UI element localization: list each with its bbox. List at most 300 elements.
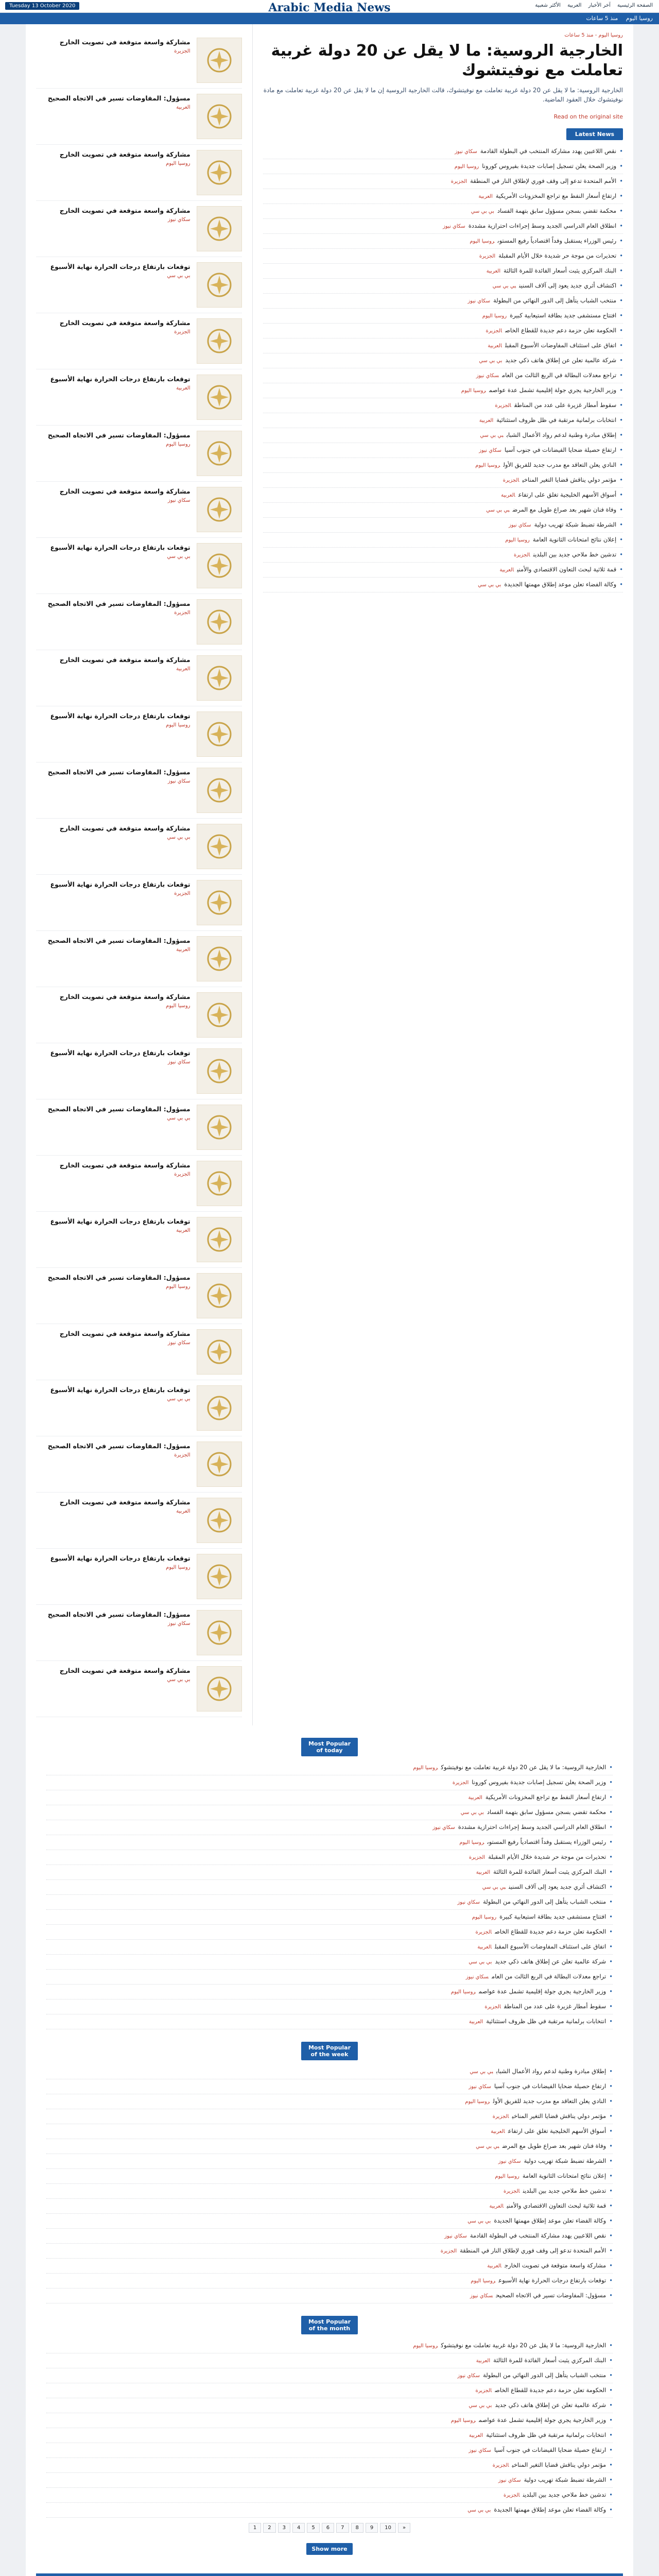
news-item-source[interactable]: الجزيرة <box>475 1929 492 1935</box>
news-item-source[interactable]: الجزيرة <box>475 2388 492 2394</box>
news-card-title[interactable]: مسؤول: المفاوضات تسير في الاتجاه الصحيح <box>47 94 190 102</box>
news-item[interactable] <box>46 2199 613 2214</box>
news-item[interactable] <box>263 443 623 458</box>
news-card[interactable] <box>36 594 242 650</box>
news-thumbnail[interactable] <box>197 1385 242 1431</box>
news-item-source[interactable]: روسيا اليوم <box>470 239 495 244</box>
news-card[interactable] <box>36 1380 242 1436</box>
news-card[interactable] <box>36 89 242 145</box>
news-card[interactable] <box>36 762 242 819</box>
news-card[interactable] <box>36 1156 242 1212</box>
news-card-title[interactable]: مشاركة واسعة متوقعة في تصويت الخارج <box>59 656 190 664</box>
news-item[interactable] <box>46 1970 613 1985</box>
news-card[interactable] <box>36 426 242 482</box>
nav-popular[interactable]: الأكثر شعبية <box>535 3 561 8</box>
news-card[interactable] <box>36 1324 242 1380</box>
news-item[interactable] <box>263 518 623 533</box>
show-more-button[interactable]: Show more <box>306 2543 352 2555</box>
news-item[interactable] <box>46 2458 613 2473</box>
news-item[interactable] <box>263 473 623 488</box>
news-item-title[interactable]: أسواق الأسهم الخليجية تغلق على ارتفاع <box>508 2127 606 2134</box>
page-link[interactable]: 3 <box>278 2523 290 2533</box>
news-item[interactable] <box>46 2214 613 2229</box>
news-card[interactable] <box>36 1605 242 1661</box>
news-item-source[interactable]: العربية <box>476 2358 491 2364</box>
news-card-title[interactable]: مشاركة واسعة متوقعة في تصويت الخارج <box>59 150 190 158</box>
news-item-title[interactable]: الشرطة تضبط شبكة تهريب دولية <box>524 2476 606 2483</box>
news-item[interactable] <box>263 189 623 204</box>
news-item-title[interactable]: ارتفاع أسعار النفط مع تراجع المخزونات الأمريكية <box>485 1793 606 1801</box>
news-item-source[interactable]: الجزيرة <box>484 2004 501 2010</box>
news-card-source[interactable]: روسيا اليوم <box>166 442 190 447</box>
news-card-source[interactable]: الجزيرة <box>174 48 190 54</box>
news-thumbnail[interactable] <box>197 992 242 1038</box>
news-item-source[interactable]: سكاي نيوز <box>443 224 465 229</box>
news-item[interactable] <box>263 294 623 309</box>
news-item-source[interactable]: الجزيرة <box>479 253 496 259</box>
news-item[interactable] <box>46 2289 613 2303</box>
news-item-title[interactable]: الأمم المتحدة تدعو إلى وقف فوري لإطلاق النار في المنطقة <box>460 2247 606 2254</box>
news-item-title[interactable]: وفاة فنان شهير بعد صراع طويل مع المرض <box>502 2142 606 2149</box>
news-item-source[interactable]: بي بي سي <box>469 1959 492 1965</box>
news-item-source[interactable]: روسيا اليوم <box>461 388 486 394</box>
news-item-source[interactable]: سكاي نيوز <box>470 2293 493 2299</box>
news-item[interactable] <box>263 503 623 518</box>
news-item[interactable] <box>46 1760 613 1775</box>
news-item-title[interactable]: الخارجية الروسية: ما لا يقل عن 20 دولة غربية تعاملت مع نوفيتشوك <box>441 2342 606 2349</box>
news-item[interactable] <box>46 2244 613 2259</box>
news-card-title[interactable]: مسؤول: المفاوضات تسير في الاتجاه الصحيح <box>47 937 190 944</box>
news-card-source[interactable]: بي بي سي <box>167 554 190 560</box>
news-item-source[interactable]: سكاي نيوز <box>457 2373 480 2379</box>
news-item-title[interactable]: اكتشاف أثري جديد يعود إلى آلاف السنين <box>509 1883 606 1890</box>
news-card-title[interactable]: مشاركة واسعة متوقعة في تصويت الخارج <box>59 207 190 214</box>
news-item[interactable] <box>263 309 623 324</box>
page-link[interactable]: » <box>398 2523 410 2533</box>
news-thumbnail[interactable] <box>197 1554 242 1599</box>
page-link[interactable]: 7 <box>336 2523 349 2533</box>
news-item-title[interactable]: وكالة الفضاء تعلن موعد إطلاق مهمتها الجديدة <box>494 2506 606 2513</box>
news-item-source[interactable]: سكاي نيوز <box>469 2084 491 2090</box>
news-item[interactable] <box>263 398 623 413</box>
news-item[interactable] <box>263 324 623 338</box>
news-item[interactable] <box>263 353 623 368</box>
news-item[interactable] <box>46 2443 613 2458</box>
news-card-title[interactable]: توقعات بارتفاع درجات الحرارة نهاية الأسبوع <box>50 544 190 551</box>
news-card-source[interactable]: روسيا اليوم <box>166 1565 190 1570</box>
news-item-source[interactable]: بي بي سي <box>467 2218 491 2224</box>
news-item-title[interactable]: تراجع معدلات البطالة في الربع الثالث من العام <box>491 1973 606 1980</box>
news-card-source[interactable]: العربية <box>176 1228 190 1233</box>
news-item-source[interactable]: الجزيرة <box>440 2248 457 2254</box>
news-thumbnail[interactable] <box>197 824 242 869</box>
news-card-source[interactable]: سكاي نيوز <box>167 778 190 784</box>
news-item-title[interactable]: انتخابات برلمانية مرتقبة في ظل ظروف استثنائية <box>496 416 617 423</box>
news-item[interactable] <box>46 2274 613 2289</box>
news-card[interactable] <box>36 257 242 313</box>
news-card-source[interactable]: الجزيرة <box>174 891 190 896</box>
news-item-source[interactable]: سكاي نيوز <box>498 2159 521 2164</box>
news-card[interactable] <box>36 369 242 426</box>
news-card-source[interactable]: الجزيرة <box>174 610 190 616</box>
news-item[interactable] <box>263 368 623 383</box>
news-item-title[interactable]: مؤتمر دولي يناقش قضايا التغير المناخي <box>512 2461 606 2468</box>
news-item[interactable] <box>46 2353 613 2368</box>
news-card-title[interactable]: توقعات بارتفاع درجات الحرارة نهاية الأسبوع <box>50 263 190 270</box>
news-card-source[interactable]: سكاي نيوز <box>167 1059 190 1065</box>
news-item[interactable] <box>46 1999 613 2014</box>
news-item[interactable] <box>46 1790 613 1805</box>
news-item[interactable] <box>46 2428 613 2443</box>
news-card-source[interactable]: بي بي سي <box>167 1677 190 1683</box>
news-item[interactable] <box>263 279 623 294</box>
news-item[interactable] <box>46 2169 613 2184</box>
site-logo[interactable]: Arabic Media News <box>268 1 391 14</box>
news-item-source[interactable]: الجزيرة <box>503 2493 520 2498</box>
news-card-source[interactable]: بي بي سي <box>167 835 190 840</box>
news-item-source[interactable]: روسيا اليوم <box>471 2278 496 2284</box>
news-item[interactable] <box>46 1865 613 1880</box>
news-item-title[interactable]: تحذيرات من موجة حر شديدة خلال الأيام المقبلة <box>498 252 617 259</box>
news-item-title[interactable]: إعلان نتائج امتحانات الثانوية العامة <box>522 2172 606 2179</box>
news-card[interactable] <box>36 482 242 538</box>
news-item[interactable] <box>46 2124 613 2139</box>
news-item[interactable] <box>263 578 623 592</box>
news-item-source[interactable]: روسيا اليوم <box>472 1914 497 1920</box>
news-item-title[interactable]: شركة عالمية تعلن عن إطلاق هاتف ذكي جديد <box>495 1958 606 1965</box>
news-item-title[interactable]: مؤتمر دولي يناقش قضايا التغير المناخي <box>512 2112 606 2120</box>
news-card-title[interactable]: مشاركة واسعة متوقعة في تصويت الخارج <box>59 487 190 495</box>
news-item-source[interactable]: بي بي سي <box>478 582 501 588</box>
news-item-title[interactable]: انطلاق العام الدراسي الجديد وسط إجراءات احترازية مشددة <box>468 222 617 229</box>
news-item-title[interactable]: منتخب الشباب يتأهل إلى الدور النهائي من البطولة <box>483 1898 606 1905</box>
news-card-title[interactable]: توقعات بارتفاع درجات الحرارة نهاية الأسبوع <box>50 1554 190 1562</box>
news-thumbnail[interactable] <box>197 1610 242 1655</box>
news-item-title[interactable]: رئيس الوزراء يستقبل وفداً اقتصادياً رفيع المستوى <box>487 1838 606 1845</box>
news-item-title[interactable]: تدشين خط ملاحي جديد بين البلدين <box>523 2491 606 2498</box>
read-original-link[interactable]: Read on the original site <box>553 113 623 120</box>
news-thumbnail[interactable] <box>197 431 242 476</box>
news-item[interactable] <box>46 2503 613 2518</box>
news-item-source[interactable]: بي بي سي <box>479 358 502 364</box>
news-item-title[interactable]: نقص اللاعبين يهدد مشاركة المنتخب في البطولة القادمة <box>470 2232 606 2239</box>
news-item-source[interactable]: بي بي سي <box>471 209 494 214</box>
news-item-source[interactable]: سكاي نيوز <box>498 2478 521 2483</box>
news-thumbnail[interactable] <box>197 1105 242 1150</box>
news-card-source[interactable]: الجزيرة <box>174 1172 190 1177</box>
source-name[interactable]: روسيا اليوم <box>626 15 653 22</box>
news-item-source[interactable]: الجزيرة <box>485 328 502 334</box>
news-card-source[interactable]: روسيا اليوم <box>166 161 190 166</box>
breadcrumb[interactable]: روسيا اليوم - منذ 5 ساعات <box>564 32 623 38</box>
news-thumbnail[interactable] <box>197 262 242 308</box>
news-card-title[interactable]: مشاركة واسعة متوقعة في تصويت الخارج <box>59 1498 190 1506</box>
news-item-source[interactable]: روسيا اليوم <box>450 2418 476 2424</box>
news-item[interactable] <box>46 2229 613 2244</box>
news-item-source[interactable]: العربية <box>491 2129 505 2134</box>
news-card-source[interactable]: الجزيرة <box>174 1452 190 1458</box>
news-item-source[interactable]: روسيا اليوم <box>475 463 500 468</box>
news-card-source[interactable]: العربية <box>176 947 190 953</box>
news-item-source[interactable]: بي بي سي <box>492 283 516 289</box>
news-card-title[interactable]: توقعات بارتفاع درجات الحرارة نهاية الأسبوع <box>50 375 190 383</box>
news-item-title[interactable]: محكمة تقضي بسجن مسؤول سابق بتهمة الفساد <box>487 1808 606 1816</box>
news-card[interactable] <box>36 819 242 875</box>
news-thumbnail[interactable] <box>197 880 242 925</box>
news-card[interactable] <box>36 1212 242 1268</box>
news-card[interactable] <box>36 1268 242 1324</box>
news-item[interactable] <box>46 1955 613 1970</box>
news-card[interactable] <box>36 313 242 369</box>
news-item-source[interactable]: روسيا اليوم <box>454 164 479 170</box>
news-item-source[interactable]: سكاي نيوز <box>444 2233 467 2239</box>
news-item-title[interactable]: توقعات بارتفاع درجات الحرارة نهاية الأسبوع <box>498 2277 606 2284</box>
news-item[interactable] <box>263 563 623 578</box>
news-item-source[interactable]: العربية <box>501 493 515 498</box>
news-thumbnail[interactable] <box>197 1217 242 1262</box>
news-card[interactable] <box>36 706 242 762</box>
news-item-source[interactable]: سكاي نيوز <box>455 149 477 155</box>
news-item-title[interactable]: وزير الصحة يعلن تسجيل إصابات جديدة بفيروس كورونا <box>472 1778 606 1786</box>
news-item-title[interactable]: الشرطة تضبط شبكة تهريب دولية <box>524 2157 606 2164</box>
news-item-source[interactable]: سكاي نيوز <box>479 448 501 453</box>
news-item-source[interactable]: روسيا اليوم <box>495 2174 519 2179</box>
news-item[interactable] <box>263 458 623 473</box>
news-item[interactable] <box>46 2109 613 2124</box>
news-card-title[interactable]: مسؤول: المفاوضات تسير في الاتجاه الصحيح <box>47 431 190 439</box>
news-card[interactable] <box>36 1043 242 1099</box>
news-item-source[interactable]: روسيا اليوم <box>413 2343 438 2349</box>
news-thumbnail[interactable] <box>197 1498 242 1543</box>
nav-home[interactable]: الصفحة الرئيسية <box>617 3 653 8</box>
news-item-title[interactable]: مشاركة واسعة متوقعة في تصويت الخارج <box>504 2262 606 2269</box>
news-item-source[interactable]: العربية <box>488 343 502 349</box>
news-card[interactable] <box>36 650 242 706</box>
news-card-title[interactable]: مسؤول: المفاوضات تسير في الاتجاه الصحيح <box>47 1105 190 1113</box>
news-card-title[interactable]: توقعات بارتفاع درجات الحرارة نهاية الأسبوع <box>50 1049 190 1057</box>
news-item[interactable] <box>46 2473 613 2488</box>
news-item-title[interactable]: اكتشاف أثري جديد يعود إلى آلاف السنين <box>519 282 617 289</box>
news-item-title[interactable]: وزير الخارجية يجري جولة إقليمية تشمل عدة عواصم <box>489 386 617 394</box>
news-item[interactable] <box>263 428 623 443</box>
news-item[interactable] <box>46 2139 613 2154</box>
news-item-title[interactable]: محكمة تقضي بسجن مسؤول سابق بتهمة الفساد <box>497 207 617 214</box>
news-item[interactable] <box>46 2184 613 2199</box>
news-item[interactable] <box>46 1805 613 1820</box>
news-thumbnail[interactable] <box>197 94 242 139</box>
news-card-source[interactable]: سكاي نيوز <box>167 1621 190 1626</box>
news-item-title[interactable]: ارتفاع حصيلة ضحايا الفيضانات في جنوب آسيا <box>504 446 617 453</box>
news-item-source[interactable]: الجزيرة <box>503 2189 520 2194</box>
news-item[interactable] <box>263 249 623 264</box>
news-item-source[interactable]: الجزيرة <box>469 1855 485 1860</box>
news-item-source[interactable]: سكاي نيوز <box>457 1900 480 1905</box>
news-item-source[interactable]: روسيا اليوم <box>450 1989 476 1995</box>
news-card-title[interactable]: توقعات بارتفاع درجات الحرارة نهاية الأسبوع <box>50 1217 190 1225</box>
news-item-source[interactable]: الجزيرة <box>513 552 530 558</box>
news-thumbnail[interactable] <box>197 599 242 645</box>
news-item-source[interactable]: سكاي نيوز <box>465 1974 489 1980</box>
news-item-title[interactable]: وكالة الفضاء تعلن موعد إطلاق مهمتها الجديدة <box>504 581 617 588</box>
news-item-source[interactable]: بي بي سي <box>469 2403 492 2409</box>
news-item-source[interactable]: سكاي نيوز <box>508 522 531 528</box>
news-item-source[interactable]: العربية <box>469 2019 483 2025</box>
news-item-source[interactable]: العربية <box>478 194 493 199</box>
news-card-title[interactable]: مشاركة واسعة متوقعة في تصويت الخارج <box>59 1161 190 1169</box>
page-link[interactable]: 5 <box>307 2523 319 2533</box>
news-item-title[interactable]: سقوط أمطار غزيرة على عدد من المناطق <box>514 401 617 409</box>
news-item-title[interactable]: اتفاق على استئناف المفاوضات الأسبوع المقبل <box>494 1943 606 1950</box>
news-item-source[interactable]: الجزيرة <box>502 478 519 483</box>
news-item-title[interactable]: الحكومة تعلن حزمة دعم جديدة للقطاع الخاص <box>495 1928 606 1935</box>
news-card-source[interactable]: العربية <box>176 666 190 672</box>
news-item-title[interactable]: الشرطة تضبط شبكة تهريب دولية <box>534 521 617 528</box>
news-card-source[interactable]: العربية <box>176 105 190 110</box>
news-item[interactable] <box>263 488 623 503</box>
news-item-source[interactable]: العربية <box>469 2433 483 2438</box>
news-card-title[interactable]: مسؤول: المفاوضات تسير في الاتجاه الصحيح <box>47 768 190 776</box>
news-card[interactable] <box>36 32 242 89</box>
news-item-title[interactable]: إعلان نتائج امتحانات الثانوية العامة <box>532 536 617 543</box>
news-card[interactable] <box>36 1661 242 1717</box>
news-thumbnail[interactable] <box>197 1666 242 1711</box>
news-card[interactable] <box>36 1549 242 1605</box>
news-item-title[interactable]: البنك المركزي يثبت أسعار الفائدة للمرة الثالثة <box>493 2357 606 2364</box>
news-item-title[interactable]: شركة عالمية تعلن عن إطلاق هاتف ذكي جديد <box>505 357 617 364</box>
news-item-title[interactable]: وكالة الفضاء تعلن موعد إطلاق مهمتها الجديدة <box>494 2217 606 2224</box>
news-card-title[interactable]: مشاركة واسعة متوقعة في تصويت الخارج <box>59 1667 190 1674</box>
news-item-source[interactable]: الجزيرة <box>452 1780 469 1786</box>
news-card-title[interactable]: مسؤول: المفاوضات تسير في الاتجاه الصحيح <box>47 1611 190 1618</box>
news-item-source[interactable]: الجزيرة <box>492 2114 509 2120</box>
news-item-source[interactable]: العربية <box>487 2263 501 2269</box>
news-item-title[interactable]: إطلاق مبادرة وطنية لدعم رواد الأعمال الشباب <box>506 431 617 438</box>
news-item-title[interactable]: انطلاق العام الدراسي الجديد وسط إجراءات احترازية مشددة <box>458 1823 606 1831</box>
news-card[interactable] <box>36 1493 242 1549</box>
news-item[interactable] <box>46 2064 613 2079</box>
news-card-title[interactable]: مشاركة واسعة متوقعة في تصويت الخارج <box>59 993 190 1001</box>
news-item-title[interactable]: افتتاح مستشفى جديد بطاقة استيعابية كبيرة <box>510 312 617 319</box>
news-item[interactable] <box>46 1775 613 1790</box>
news-item-source[interactable]: العربية <box>499 567 514 573</box>
news-card-source[interactable]: بي بي سي <box>167 273 190 279</box>
news-item-title[interactable]: النادي يعلن التعاقد مع مدرب جديد للفريق الأول <box>503 461 617 468</box>
news-card-source[interactable]: بي بي سي <box>167 1396 190 1402</box>
news-item-title[interactable]: تراجع معدلات البطالة في الربع الثالث من العام <box>501 371 617 379</box>
news-item[interactable] <box>46 2259 613 2274</box>
news-item[interactable] <box>263 548 623 563</box>
page-link[interactable]: 8 <box>351 2523 363 2533</box>
news-item[interactable] <box>263 204 623 219</box>
news-item-source[interactable]: العربية <box>479 418 494 423</box>
news-item-title[interactable]: ارتفاع حصيلة ضحايا الفيضانات في جنوب آسيا <box>494 2082 606 2090</box>
news-thumbnail[interactable] <box>197 543 242 588</box>
news-card[interactable] <box>36 145 242 201</box>
news-card-source[interactable]: سكاي نيوز <box>167 1340 190 1346</box>
news-item-source[interactable]: العربية <box>476 1870 491 1875</box>
news-item-title[interactable]: الخارجية الروسية: ما لا يقل عن 20 دولة غربية تعاملت مع نوفيتشوك <box>441 1764 606 1771</box>
news-item-title[interactable]: الحكومة تعلن حزمة دعم جديدة للقطاع الخاص <box>495 2386 606 2394</box>
news-card-title[interactable]: مسؤول: المفاوضات تسير في الاتجاه الصحيح <box>47 1274 190 1281</box>
news-item[interactable] <box>263 533 623 548</box>
news-item[interactable] <box>46 2413 613 2428</box>
news-card-title[interactable]: توقعات بارتفاع درجات الحرارة نهاية الأسبوع <box>50 880 190 888</box>
news-item-source[interactable]: العربية <box>486 268 501 274</box>
news-item-source[interactable]: روسيا اليوم <box>459 1840 484 1845</box>
news-card-source[interactable]: العربية <box>176 1509 190 1514</box>
news-item[interactable] <box>46 2398 613 2413</box>
page-link[interactable]: 6 <box>322 2523 334 2533</box>
news-thumbnail[interactable] <box>197 375 242 420</box>
news-card-source[interactable]: روسيا اليوم <box>166 1003 190 1009</box>
news-item-title[interactable]: الأمم المتحدة تدعو إلى وقف فوري لإطلاق النار في المنطقة <box>470 177 617 184</box>
nav-latest[interactable]: آخر الأخبار <box>588 3 611 8</box>
news-card-source[interactable]: سكاي نيوز <box>167 217 190 223</box>
news-item-title[interactable]: إطلاق مبادرة وطنية لدعم رواد الأعمال الشباب <box>496 2067 606 2075</box>
news-item-title[interactable]: قمة ثلاثية لبحث التعاون الاقتصادي والأمني <box>507 2202 606 2209</box>
news-item-title[interactable]: وزير الصحة يعلن تسجيل إصابات جديدة بفيروس كورونا <box>482 162 617 170</box>
news-item[interactable] <box>263 159 623 174</box>
news-item-source[interactable]: بي بي سي <box>486 507 510 513</box>
news-item-title[interactable]: تحذيرات من موجة حر شديدة خلال الأيام المقبلة <box>488 1853 606 1860</box>
news-card[interactable] <box>36 1099 242 1156</box>
news-item-source[interactable]: الجزيرة <box>492 2463 509 2468</box>
news-card-title[interactable]: مشاركة واسعة متوقعة في تصويت الخارج <box>59 319 190 327</box>
news-item-source[interactable]: بي بي سي <box>467 2507 491 2513</box>
news-thumbnail[interactable] <box>197 38 242 83</box>
news-item-title[interactable]: مؤتمر دولي يناقش قضايا التغير المناخي <box>522 476 617 483</box>
news-item-source[interactable]: الجزيرة <box>450 179 467 184</box>
news-item-title[interactable]: نقص اللاعبين يهدد مشاركة المنتخب في البطولة القادمة <box>480 147 617 155</box>
news-item[interactable] <box>46 2154 613 2169</box>
news-item-title[interactable]: افتتاح مستشفى جديد بطاقة استيعابية كبيرة <box>499 1913 606 1920</box>
news-item-source[interactable]: سكاي نيوز <box>432 1825 455 1831</box>
news-card-title[interactable]: مشاركة واسعة متوقعة في تصويت الخارج <box>59 824 190 832</box>
news-item-title[interactable]: انتخابات برلمانية مرتقبة في ظل ظروف استثنائية <box>486 2431 606 2438</box>
news-item[interactable] <box>46 1895 613 1910</box>
news-item-source[interactable]: العربية <box>477 1944 492 1950</box>
news-item[interactable] <box>46 1820 613 1835</box>
news-item[interactable] <box>46 2383 613 2398</box>
news-card[interactable] <box>36 538 242 594</box>
news-item[interactable] <box>46 1880 613 1895</box>
news-item[interactable] <box>46 1835 613 1850</box>
news-item[interactable] <box>263 174 623 189</box>
news-card-source[interactable]: سكاي نيوز <box>167 498 190 503</box>
news-thumbnail[interactable] <box>197 206 242 251</box>
news-thumbnail[interactable] <box>197 1273 242 1318</box>
news-item-source[interactable]: بي بي سي <box>482 1885 506 1890</box>
news-card-source[interactable]: بي بي سي <box>167 1115 190 1121</box>
news-item-title[interactable]: سقوط أمطار غزيرة على عدد من المناطق <box>504 2003 606 2010</box>
news-item-source[interactable]: روسيا اليوم <box>413 1765 438 1771</box>
news-card-title[interactable]: مشاركة واسعة متوقعة في تصويت الخارج <box>59 38 190 46</box>
news-card-title[interactable]: توقعات بارتفاع درجات الحرارة نهاية الأسبوع <box>50 712 190 720</box>
news-item-title[interactable]: وزير الخارجية يجري جولة إقليمية تشمل عدة عواصم <box>478 1988 606 1995</box>
news-item-source[interactable]: روسيا اليوم <box>482 313 507 319</box>
news-item[interactable] <box>46 1985 613 1999</box>
news-thumbnail[interactable] <box>197 768 242 813</box>
news-item-title[interactable]: الحكومة تعلن حزمة دعم جديدة للقطاع الخاص <box>505 327 617 334</box>
news-thumbnail[interactable] <box>197 487 242 532</box>
news-thumbnail[interactable] <box>197 1048 242 1094</box>
news-thumbnail[interactable] <box>197 318 242 364</box>
news-item-source[interactable]: الجزيرة <box>495 403 511 409</box>
news-item-source[interactable]: بي بي سي <box>470 2069 493 2075</box>
news-item-source[interactable]: بي بي سي <box>460 1810 484 1816</box>
news-thumbnail[interactable] <box>197 150 242 195</box>
news-item[interactable] <box>263 338 623 353</box>
